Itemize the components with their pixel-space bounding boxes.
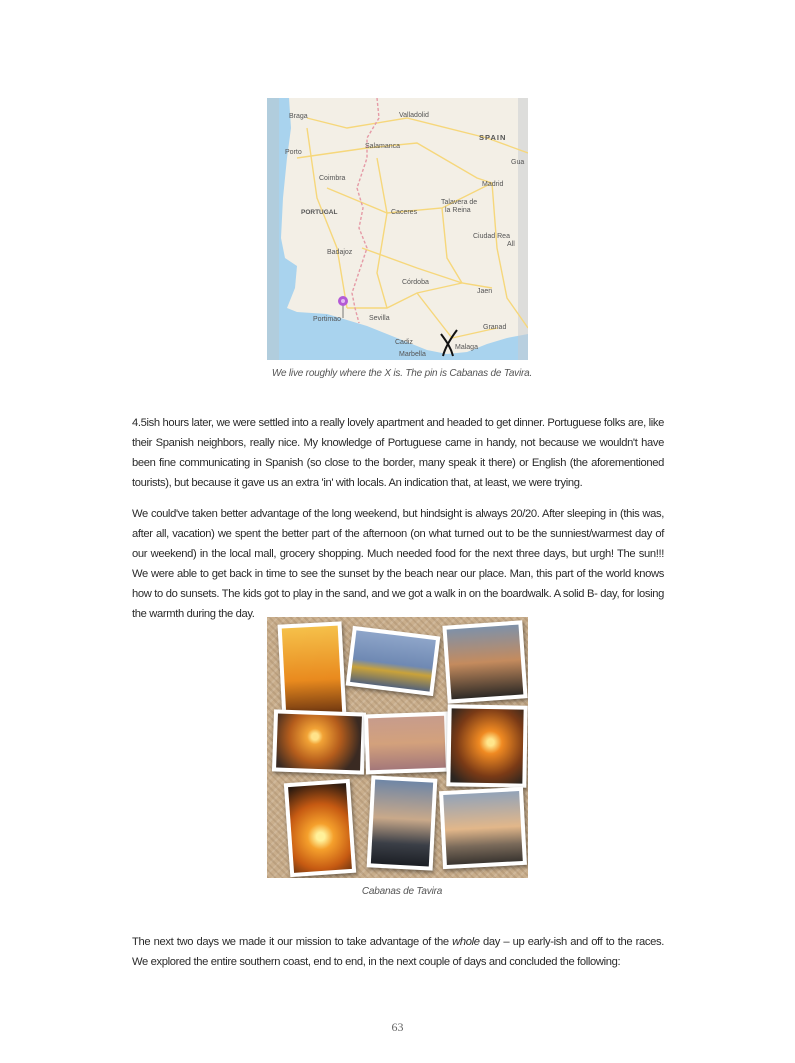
paragraph-3-text-a: The next two days we made it our mission to take advantage of the — [132, 936, 453, 948]
paragraph-1: 4.5ish hours later, we were settled into a really lovely apartment and headed to get dinner. Portuguese folks are, like their Spanish neighbors, really nice. My knowledge of Portuguese came in handy, not because we wouldn't have been fine communicating in Spanish (so close to the border, many speak it there) or English (the aforementioned tourists), but because it gave us an extra 'in' with locals. An indication that, at least, we were trying. — [132, 417, 664, 489]
map-label-porto: Porto — [285, 149, 302, 156]
map-label-malaga: Malaga — [455, 344, 478, 351]
map-label-granada: Granad — [483, 324, 507, 331]
paragraph-3 — [132, 932, 664, 972]
map-label-gua: Gua — [511, 159, 525, 166]
map-label-caceres: Caceres — [391, 209, 418, 216]
map-image — [267, 98, 528, 360]
map-graphic — [267, 98, 528, 360]
photo-orange-horizon — [446, 704, 527, 787]
map-label-madrid: Madrid — [482, 181, 504, 188]
map-label-valladolid: Valladolid — [399, 112, 429, 119]
map-label-marbella: Marbella — [399, 351, 426, 358]
page-number: 63 — [391, 1020, 404, 1034]
map-label-all: All — [507, 241, 515, 248]
photo-agave-sunset — [278, 621, 347, 720]
map-label-cordoba: Córdoba — [402, 279, 429, 286]
paragraph-3-text-b: day – up early-ish and off to the races. We explored the entire southern coast, end to end, in the next couple of days and concluded the following: — [132, 936, 664, 968]
map-label-coimbra: Coimbra — [319, 175, 346, 182]
paragraph-2: We could've taken better advantage of the long weekend, but hindsight is always 20/20. After sleeping in (this was, after all, vacation) we spent the better part of the afternoon (on what turned out to be the sunniest/warmest day of our weekend) in the local mall, grocery shopping. Much needed food for the next three days, but urgh! The sun!!! We were able to get back in time to see the sunset by the beach near our place. Man, this part of the world knows how to do sunsets. The kids got to play in the sand, and we got a walk in on the boardwalk. A solid B- day, for losing the warmth during the day. — [132, 508, 664, 620]
map-label-portimao: Portimao — [313, 316, 342, 323]
map-label-spain: SPAIN — [479, 133, 507, 142]
sunset-photo-collage — [267, 617, 528, 878]
photo-fishing-boat — [346, 626, 441, 696]
map-label-ciudad-real: Ciudad Rea — [473, 233, 510, 240]
map-caption: We live roughly where the X is. The pin is Cabanas de Tavira. — [271, 368, 533, 379]
photo-misty-water — [364, 712, 450, 775]
map-label-salamanca: Salamanca — [365, 143, 401, 150]
map-label-talavera-2: la Reina — [445, 207, 471, 214]
map-label-badajoz: Badajoz — [327, 249, 353, 256]
map-label-sevilla: Sevilla — [369, 315, 390, 322]
map-label-talavera-1: Talavera de — [441, 199, 478, 206]
map-label-braga: Braga — [289, 113, 308, 120]
photo-harbor-dusk — [439, 787, 527, 869]
paragraph-3-emphasis: whole — [452, 936, 480, 948]
photo-boardwalk-pier — [367, 775, 438, 870]
photo-beach-sunset — [272, 709, 366, 774]
map-label-portugal: PORTUGAL — [301, 209, 338, 216]
photo-sunset-trees — [442, 620, 527, 703]
map-label-jaen: Jaen — [477, 288, 493, 295]
map-label-cadiz: Cadiz — [395, 339, 413, 346]
collage-caption: Cabanas de Tavira — [361, 886, 443, 897]
photo-sun-over-sea — [284, 779, 356, 877]
